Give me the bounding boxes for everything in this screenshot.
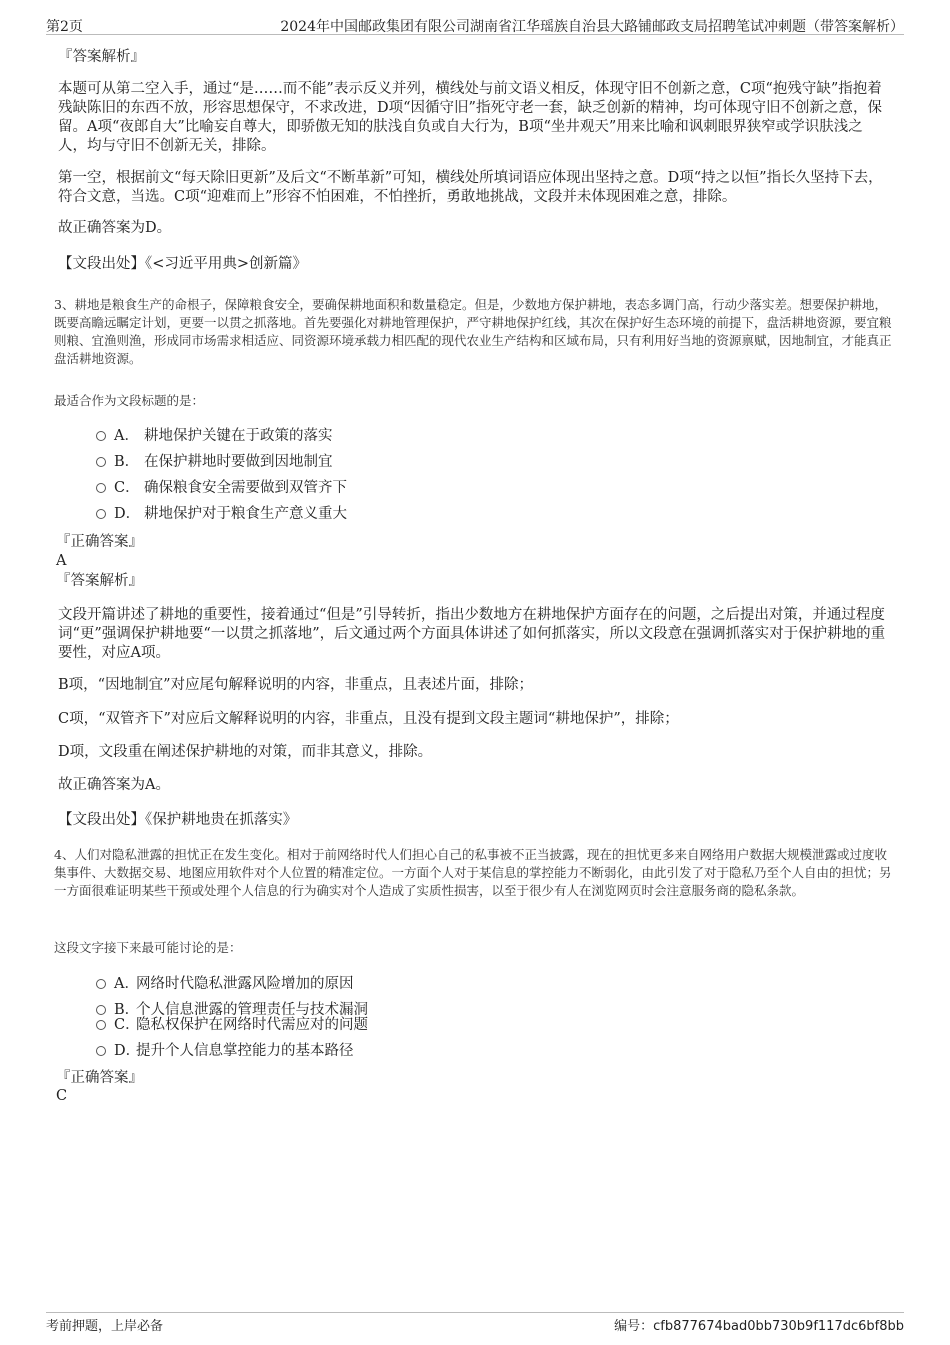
option-a[interactable]: A．网络时代隐私泄露风险增加的原因 (96, 974, 354, 994)
option-b[interactable]: B．个人信息泄露的管理责任与技术漏洞 (96, 1000, 368, 1020)
page-number: 第2页 (46, 19, 83, 35)
correct-answer-label: 『正确答案』 (56, 1070, 143, 1086)
analysis-label: 『答案解析』 (56, 573, 143, 589)
correct-answer-label: 『正确答案』 (56, 534, 143, 550)
document-title: 2024年中国邮政集团有限公司湖南省江华瑶族自治县大路铺邮政支局招聘笔试冲刺题（带答案解析） (280, 19, 904, 35)
option-b[interactable]: B． 在保护耕地时要做到因地制宜 (96, 452, 333, 472)
radio-icon[interactable] (96, 431, 106, 441)
analysis-paragraph: B项，“因地制宜”对应尾句解释说明的内容，非重点，且表述片面，排除； (58, 677, 533, 693)
radio-icon[interactable] (96, 1005, 106, 1015)
passage-source: 【文段出处】《保护耕地贵在抓落实》 (58, 812, 298, 828)
radio-icon[interactable] (96, 1046, 106, 1056)
page-footer (46, 1312, 904, 1337)
correct-answer: C (56, 1088, 68, 1104)
option-c[interactable]: C． 确保粮食安全需要做到双管齐下 (96, 478, 347, 498)
page-header (46, 14, 904, 35)
radio-icon[interactable] (96, 979, 106, 989)
analysis-conclusion: 故正确答案为A。 (58, 777, 170, 793)
analysis-paragraph: D项，文段重在阐述保护耕地的对策，而非其意义，排除。 (58, 744, 433, 760)
passage-source: 【文段出处】《<习近平用典>创新篇》 (58, 256, 308, 272)
radio-icon[interactable] (96, 457, 106, 467)
footer-slogan: 考前押题，上岸必备 (46, 1319, 164, 1334)
option-c[interactable]: C．隐私权保护在网络时代需应对的问题 (96, 1015, 368, 1035)
radio-icon[interactable] (96, 509, 106, 519)
correct-answer: A (56, 553, 67, 569)
question-prompt: 这段文字接下来最可能讨论的是： (54, 940, 242, 955)
option-d[interactable]: D． 耕地保护对于粮食生产意义重大 (96, 504, 347, 524)
analysis-paragraph: 第一空，根据前文“每天除旧更新”及后文“不断革新”可知，横线处所填词语应体现出坚持之意。D项“持之以恒”指长久坚持下去，符合文意，当选。C项“迎难而上”形容不怕困难，不怕挫折，勇敢地挑战，文段并未体现困难之意，排除。 (58, 170, 883, 205)
option-d[interactable]: D．提升个人信息掌控能力的基本路径 (96, 1041, 354, 1061)
question-stem: 4、人们对隐私泄露的担忧正在发生变化。相对于前网络时代人们担心自己的私事被不正当披露，现在的担忧更多来自网络用户数据大规模泄露或过度收集事件、大数据交易、地图应用软件对个人位置的精准定位。一方面个人对于某信息的掌控能力不断弱化，由此引发了对于隐私乃至个人自由的担忧；另一方面很难证明某些干预或处理个人信息的行为确实对个人造成了实质性损害，以至于很少有人在浏览网页时会注意服务商的隐私条款。 (54, 847, 892, 898)
document-id: 编号：cfb877674bad0bb730b9f117dc6bf8bb (614, 1319, 904, 1334)
question-prompt: 最适合作为文段标题的是： (54, 393, 205, 408)
analysis-conclusion: 故正确答案为D。 (58, 220, 172, 236)
question-stem: 3、耕地是粮食生产的命根子，保障粮食安全，要确保耕地面积和数量稳定。但是，少数地方保护耕地，表态多调门高，行动少落实差。想要保护耕地，既要高瞻远瞩定计划，更要一以贯之抓落地。首先要强化对耕地管理保护，严守耕地保护红线，其次在保护好生态环境的前提下，盘活耕地资源，要宜粮则粮、宜渔则渔，形成同市场需求相适应、同资源环境承载力相匹配的现代农业生产结构和区域布局，只有利用好当地的资源禀赋，因地制宜，才能真正盘活耕地资源。 (54, 297, 892, 366)
option-a[interactable]: A． 耕地保护关键在于政策的落实 (96, 426, 333, 446)
analysis-label: 『答案解析』 (58, 49, 145, 65)
radio-icon[interactable] (96, 483, 106, 493)
radio-icon[interactable] (96, 1020, 106, 1030)
analysis-paragraph: C项，“双管齐下”对应后文解释说明的内容，非重点，且没有提到文段主题词“耕地保护”，排除； (58, 711, 679, 727)
analysis-paragraph: 本题可从第二空入手，通过“是……而不能”表示反义并列，横线处与前文语义相反，体现守旧不创新之意，C项“抱残守缺”指抱着残缺陈旧的东西不放，形容思想保守，不求改进，D项“因循守旧”指死守老一套，缺乏创新的精神，均可体现守旧不创新之意，保留。A项“夜郎自大”比喻妄自尊大，即骄傲无知的肤浅自负或自大行为，B项“坐井观天”用来比喻和讽刺眼界狭窄或学识肤浅之人，均与守旧不创新无关，排除。 (58, 81, 882, 154)
analysis-paragraph: 文段开篇讲述了耕地的重要性，接着通过“但是”引导转折，指出少数地方在耕地保护方面存在的问题，之后提出对策，并通过程度词“更”强调保护耕地要“一以贯之抓落地”，后文通过两个方面具体讲述了如何抓落实，所以文段意在强调抓落实对于保护耕地的重要性，对应A项。 (58, 607, 886, 661)
